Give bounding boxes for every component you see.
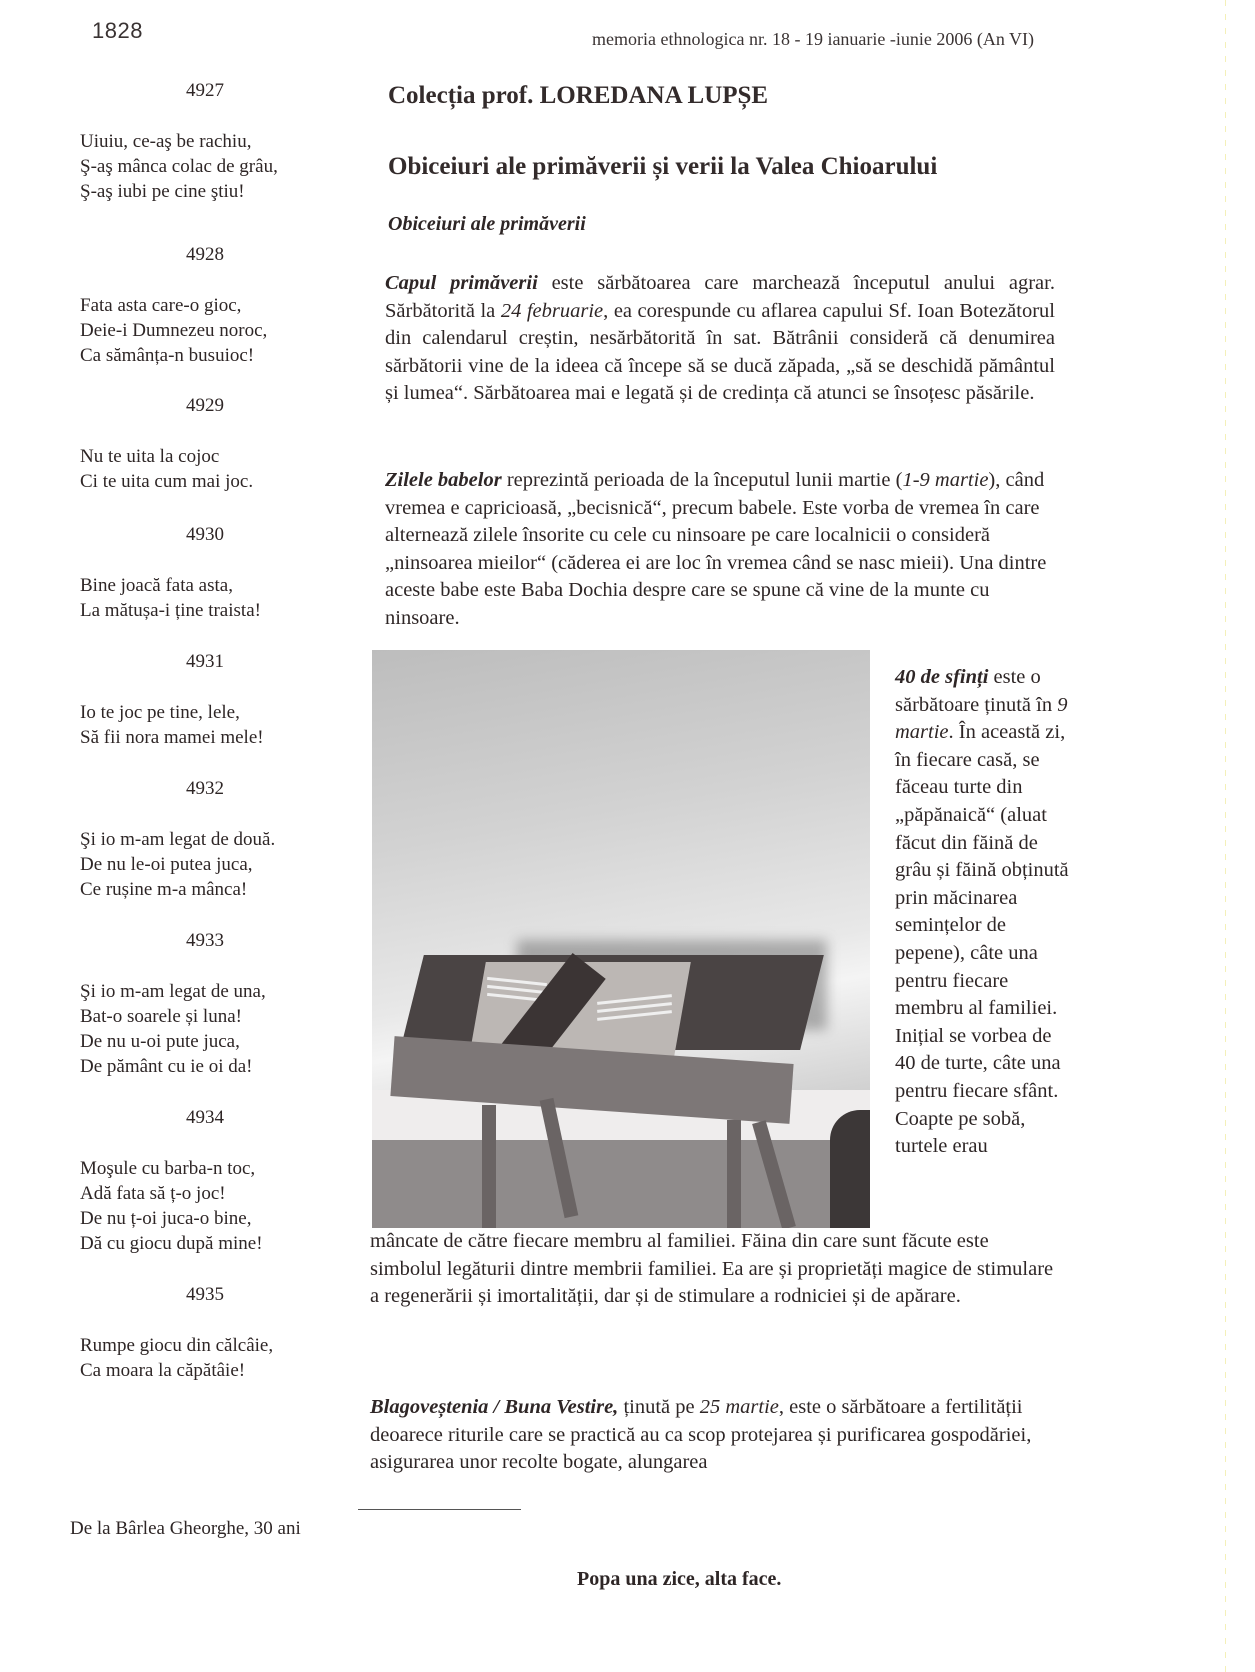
verse-line: Io te joc pe tine, lele, xyxy=(80,702,240,723)
article-title: Obiceiuri ale primăverii și verii la Valea Chioarului xyxy=(388,153,938,180)
verse-line: Ş-aş mânca colac de grâu, xyxy=(80,156,278,177)
photo-bench xyxy=(372,650,870,1228)
term: Blagoveștenia / Buna Vestire, xyxy=(370,1396,619,1418)
verse-line: Dă cu giocu după mine! xyxy=(80,1233,263,1254)
verse-block xyxy=(60,1105,350,1256)
verse-number: 4935 xyxy=(186,1284,224,1305)
paragraph-zilele-babelor: Zilele babelor reprezintă perioada de la începutul lunii martie (1-9 martie), când vremea e capricioasă, „becisnică“, precum babele. Este vorba de vremea în care alternează zilele însorite cu cele cu ninsoare pe care localnicii o consideră „ninsoarea mieilor“ (căderea ei are loc în vremea când se nasc mieii). Una dintre aceste babe este Baba Dochia despre care se spune că vine de la munte cu ninsoare. xyxy=(385,469,1047,629)
verse-block xyxy=(60,393,350,494)
collection-title: Colecția prof. LOREDANA LUPȘE xyxy=(388,82,769,109)
verse-number: 4931 xyxy=(186,651,224,672)
verse-block xyxy=(60,522,350,623)
verse-line: De nu ț-oi juca-o bine, xyxy=(80,1208,252,1229)
verse-number: 4932 xyxy=(186,778,224,799)
scan-margin-artifact xyxy=(1225,0,1226,1672)
verse-line: La mătușa-i ține traista! xyxy=(80,600,261,621)
verse-line: Ci te uita cum mai joc. xyxy=(80,471,254,492)
verse-line: De nu u-oi pute juca, xyxy=(80,1031,240,1052)
verse-line: Bat-o soarele și luna! xyxy=(80,1006,242,1027)
verse-column xyxy=(60,78,350,1383)
verse-block xyxy=(60,928,350,1079)
page-number: 1828 xyxy=(92,18,143,43)
verse-line: Adă fata să ț-o joc! xyxy=(80,1183,226,1204)
verse-block xyxy=(60,78,350,204)
running-header: memoria ethnologica nr. 18 - 19 ianuarie -iunie 2006 (An VI) xyxy=(592,29,1035,49)
verse-line: De nu le-oi putea juca, xyxy=(80,854,253,875)
verse-line: Şi io m-am legat de una, xyxy=(80,981,266,1002)
verse-block xyxy=(60,242,350,368)
verse-line: Să fii nora mamei mele! xyxy=(80,727,264,748)
verse-line: Ce rușine m-a mânca! xyxy=(80,879,248,900)
paragraph-buna-vestire: Blagoveștenia / Buna Vestire, ținută pe 25 martie, este o sărbătoare a fertilității deoarece riturile care se practică au ca scop protejarea și purificarea gospodăriei, asigurarea unor recolte bogate, alungarea xyxy=(370,1396,1032,1474)
verse-line: Moşule cu barba-n toc, xyxy=(80,1158,256,1179)
verse-number: 4929 xyxy=(186,395,224,416)
verse-line: Bine joacă fata asta, xyxy=(80,575,233,596)
footer-proverb: Popa una zice, alta face. xyxy=(577,1568,782,1590)
verse-block xyxy=(60,776,350,902)
verse-number: 4928 xyxy=(186,244,224,265)
verse-number: 4927 xyxy=(186,80,224,101)
verse-line: Deie-i Dumnezeu noroc, xyxy=(80,320,268,341)
verse-line: Ş-aş iubi pe cine ştiu! xyxy=(80,181,245,202)
paragraph-40-de-sfinti: 40 de sfinți este o sărbătoare ținută în 9 martie. În această zi, în fiecare casă, se făceau turte din „păpănaică“ (aluat făcut din făină de grâu și făină obținută prin măcinarea semințelor de pepene), câte una pentru fiecare membru al familiei. Inițial se vorbea de 40 de turte, câte una pentru fiecare sfânt. Coapte pe sobă, turtele erau xyxy=(895,666,1069,1158)
verse-line: Uiuiu, ce-aş be rachiu, xyxy=(80,131,252,152)
verse-attribution: De la Bârlea Gheorghe, 30 ani xyxy=(70,1518,301,1539)
verse-number: 4933 xyxy=(186,930,224,951)
paragraph-capul-primaverii: Capul primăverii este sărbătoarea care marchează începutul anului agrar. Sărbătorită la 24 februarie, ea corespunde cu aflarea capului Sf. Ioan Botezătorul din calendarul creștin, nesărbătorită în sat. Bătrânii consideră că denumirea sărbătorii vine de la ideea că începe să se ducă zăpada, „să se deschidă pământul și lumea“. Sărbătoarea mai e legată și de credința că atunci se însoțesc păsările. xyxy=(385,272,1055,405)
footnote-rule xyxy=(358,1509,521,1510)
verse-block xyxy=(60,1282,350,1383)
verse-line: Ca moara la căpătâie! xyxy=(80,1360,246,1381)
verse-number: 4930 xyxy=(186,524,224,545)
section-title: Obiceiuri ale primăverii xyxy=(388,213,586,235)
term: Zilele babelor xyxy=(385,469,502,491)
paragraph-40-de-sfinti-continued: mâncate de către fiecare membru al familiei. Făina din care sunt făcute este simbolul legăturii dintre membrii familiei. Ea are și proprietăți magice de stimulare a regenerării și imortalității, dar și de stimulare a rodniciei și de apărare. xyxy=(370,1230,1054,1308)
verse-line: Nu te uita la cojoc xyxy=(80,446,220,467)
term: 40 de sfinți xyxy=(895,666,989,688)
verse-line: Rumpe giocu din călcâie, xyxy=(80,1335,274,1356)
verse-block xyxy=(60,649,350,750)
verse-line: De pământ cu ie oi da! xyxy=(80,1056,253,1077)
verse-line: Ca sămânța-n busuioc! xyxy=(80,345,255,366)
term: Capul primăverii xyxy=(385,272,538,294)
verse-number: 4934 xyxy=(186,1107,224,1128)
verse-line: Fata asta care-o gioc, xyxy=(80,295,242,316)
verse-line: Şi io m-am legat de două. xyxy=(80,829,276,850)
